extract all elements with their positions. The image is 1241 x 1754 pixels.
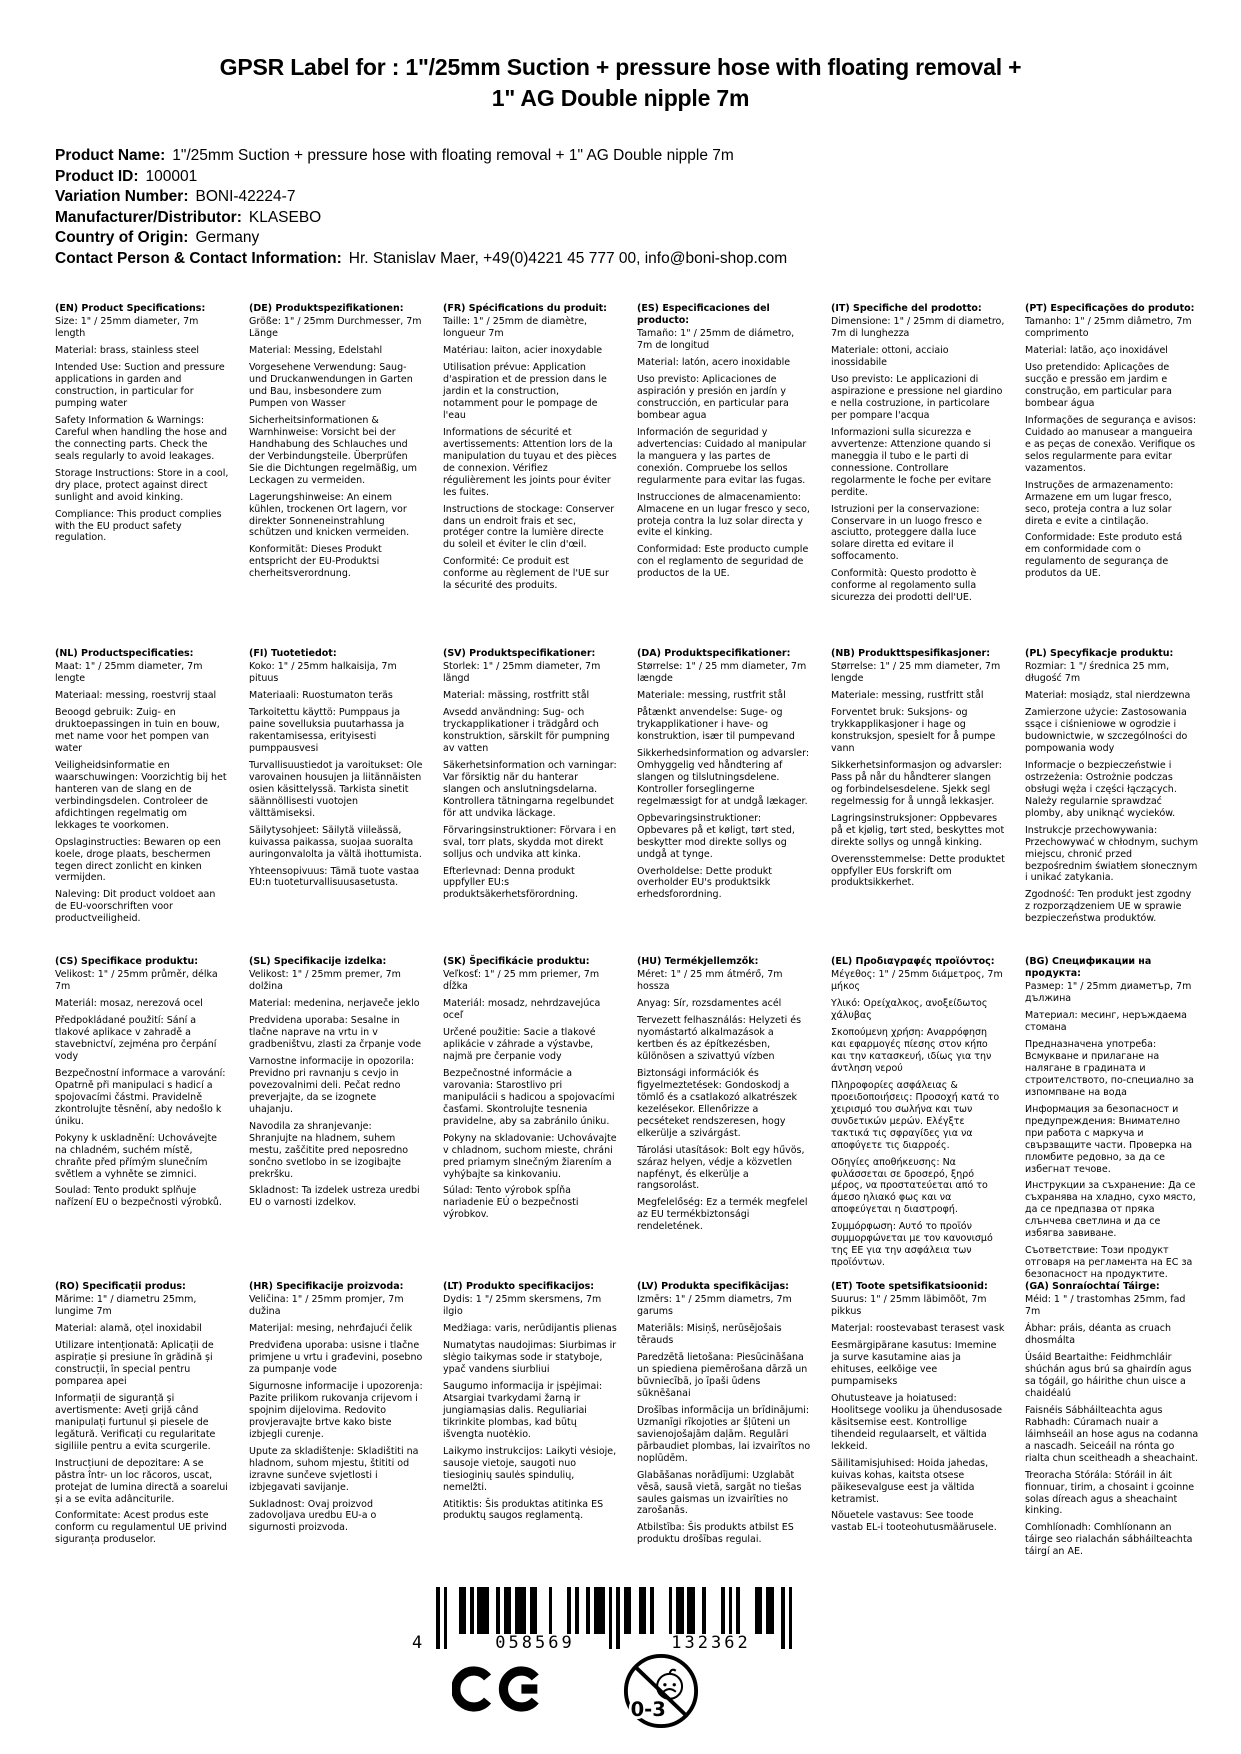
product-info-line [55, 146, 1201, 167]
spec-paragraph: Varnostne informacije in opozorila: Previdno pri ravnanju s cevjo in povezovalnimi deli. Pečat redno preverjajte, da se izognete uhajanju. [249, 1055, 415, 1115]
product-info-label: Country of Origin: [55, 229, 189, 246]
spec-paragraph: Material: brass, stainless steel [55, 344, 200, 356]
spec-paragraph: Sikkerhetsinformasjon og advarsler: Pass på når du håndterer slangen og forbindelsesdelene. Sjekk segl regelmessig for å unngå lekkasjer. [831, 759, 1002, 807]
language-block-heading: (FI) Tuotetiedot: [249, 648, 337, 659]
spec-paragraph: Uso previsto: Aplicaciones de aspiración y presión en jardín y construcción, en particular para bombear agua [637, 373, 789, 421]
product-info [55, 146, 1201, 269]
language-block-paragraphs [831, 316, 1005, 604]
spec-paragraph: Informații de siguranță și avertismente: Aveți grijă când manipulați furtunul și piesele de legătură. Verificați cu regularitate sigiliile pentru a evita scurgerile. [55, 1392, 216, 1452]
language-block-heading: (SK) Špecifikácie produktu: [443, 956, 590, 967]
spec-paragraph: Tervezett felhasználás: Helyzeti és nyomástartó alkalmazások a kertben és az építkezésben, különösen a szivattyú vízben [637, 1014, 802, 1062]
language-block-paragraphs [637, 328, 811, 580]
language-block-it [831, 303, 1011, 648]
spec-paragraph: Ohutusteave ja hoiatused: Hoolitsege vooliku ja ühendusosade käsitsemise eest. Kontrollige tihendeid regulaarselt, et vältida lekkeid. [831, 1392, 1003, 1452]
spec-paragraph: Biztonsági információk és figyelmeztetések: Gondoskodj a tömlő és a csatlakozó alkatrészek kezelésekor. Ellenőrizze a pecséteket rendszeresen, hogy elkerülje a szivárgást. [637, 1067, 798, 1139]
spec-paragraph: Materiāls: Misiņš, nerūsējošais tērauds [637, 1322, 782, 1346]
spec-paragraph: Tárolási utasítások: Bolt egy hűvös, száraz helyen, védje a közvetlen napfényt, és elkerülje a rangsorolást. [637, 1144, 805, 1192]
product-info-value: 100001 [145, 167, 198, 185]
language-block-cs [55, 956, 235, 1281]
spec-paragraph: Информация за безопасност и предупреждения: Внимателно при работа с маркуча и свързващите части. Проверка на пломбите редовно, за да се избегнат течове. [1025, 1103, 1193, 1175]
language-block-heading: (DE) Produktspezifikationen: [249, 303, 404, 314]
spec-paragraph: Určené použitie: Sacie a tlakové aplikácie v záhrade a výstavbe, najmä pre čerpanie vody [443, 1026, 596, 1062]
spec-paragraph: Utilisation prévue: Application d'aspiration et de pression dans le jardin et la construction, notamment pour le pompage de l'eau [443, 361, 607, 421]
spec-paragraph: Υλικό: Ορείχαλκος, ανοξείδωτος χάλυβας [831, 997, 988, 1021]
spec-paragraph: Turvallisuustiedot ja varoitukset: Ole varovainen housujen ja liitännäisten osien käsittelyssä. Tarkista sinetit säännöllisesti vuotojen välttämiseksi. [249, 759, 423, 819]
spec-paragraph: Conformità: Questo prodotto è conforme al regolamento sulla sicurezza dei prodotti dell'UE. [831, 568, 977, 604]
language-block-paragraphs [55, 316, 229, 544]
language-block-paragraphs [443, 661, 617, 901]
spec-paragraph: Safety Information & Warnings: Careful when handling the hose and the connecting parts. Check the seals regularly to avoid leakages. [55, 414, 228, 462]
spec-paragraph: Conformitate: Acest produs este conform cu regulamentul UE privind siguranța produselor. [55, 1510, 227, 1546]
spec-paragraph: Sicherheitsinformationen & Warnhinweise: Vorsicht bei der Handhabung des Schlauches und der Verbindungsteile. Überprüfen Sie die Dichtungen regelmäßig, um Leckagen zu vermeiden. [249, 414, 418, 486]
spec-paragraph: Velikost: 1" / 25mm premer, 7m dolžina [249, 968, 401, 992]
language-block-paragraphs [637, 969, 811, 1233]
spec-paragraph: Conformité: Ce produit est conforme au règlement de l'UE sur la sécurité des produits. [443, 556, 609, 592]
spec-paragraph: Säilytysohjeet: Säilytä viileässä, kuivassa paikassa, suojaa suoralta auringonvalolta ja vältä ihottumista. [249, 824, 422, 860]
spec-paragraph: Størrelse: 1" / 25 mm diameter, 7m lengde [831, 660, 1001, 684]
spec-paragraph: Zamierzone użycie: Zastosowania ssące i ciśnieniowe w ogrodzie i budownictwie, w szczególności do pompowania wody [1025, 706, 1188, 754]
language-block-heading: (NB) Produkttspesifikasjoner: [831, 648, 991, 659]
spec-paragraph: Méret: 1" / 25 mm átmérő, 7m hossza [637, 968, 783, 992]
spec-paragraph: Informacje o bezpieczeństwie i ostrzeżenia: Ostrożnie podczas obsługi węża i części łączących. Należy regularnie sprawdzać plomby, aby uniknąć wycieków. [1025, 759, 1177, 819]
language-block-paragraphs [249, 316, 423, 580]
spec-paragraph: Uso previsto: Le applicazioni di aspirazione e pressione nel giardino e nella costruzione, in particolare per pompare l'acqua [831, 373, 1003, 421]
language-block-paragraphs [1025, 981, 1199, 1281]
spec-paragraph: Πληροφορίες ασφάλειας & προειδοποιήσεις: Προσοχή κατά το χειρισμό του σωλήνα και των συνδετικών μερών. Ελέγξτε τακτικά τις σφραγίδες για να αποφύγετε τις διαρροές. [831, 1079, 1000, 1151]
product-info-value: 1"/25mm Suction + pressure hose with floating removal + 1" AG Double nipple 7m [172, 147, 734, 164]
language-block-hu [637, 956, 817, 1281]
spec-paragraph: Tamaño: 1" / 25mm de diámetro, 7m de longitud [637, 327, 795, 351]
spec-paragraph: Förvaringsinstruktioner: Förvara i en sval, torr plats, skydda mot direkt solljus och undvika att kinka. [443, 824, 617, 860]
language-block-heading: (HU) Termékjellemzők: [637, 956, 759, 967]
spec-paragraph: Sigurnosne informacije i upozorenja: Pazite prilikom rukovanja crijevom i spojnim dijelovima. Redovito provjeravajte brtve kako biste izbjegli curenje. [249, 1380, 423, 1440]
language-block-heading: (RO) Specificații produs: [55, 1281, 186, 1292]
product-info-line [55, 187, 1201, 208]
spec-paragraph: Intended Use: Suction and pressure applications in garden and construction, in particular for pumping water [55, 361, 225, 409]
spec-paragraph: Atitiktis: Šis produktas atitinka ES produktų saugos reglamentą. [443, 1498, 604, 1522]
language-block-heading: (NL) Productspecificaties: [55, 648, 194, 659]
spec-paragraph: Instruções de armazenamento: Armazene em um lugar fresco, seco, proteja contra a luz solar direta e evite a cintilação. [1025, 479, 1174, 527]
language-block-et [831, 1281, 1011, 1563]
barcode-first-digit: 4 [412, 1633, 423, 1653]
language-block-da [637, 648, 817, 956]
product-info-label: Product Name: [55, 147, 166, 164]
language-block-en [55, 303, 235, 648]
language-block-heading: (FR) Spécifications du produit: [443, 303, 607, 314]
spec-paragraph: Konformität: Dieses Produkt entspricht der EU-Produktsi cherheitsverordnung. [249, 544, 382, 580]
spec-paragraph: Bezpečnostné informácie a varovania: Starostlivo pri manipulácii s hadicou a spojovacími časťami. Skontrolujte tesnenia pravidelne, aby sa zabránilo úniku. [443, 1067, 615, 1127]
ce-mark-icon [452, 1658, 544, 1724]
spec-paragraph: Predviđena uporaba: usisne i tlačne primjene u vrtu i građevini, posebno za pumpanje vode [249, 1339, 423, 1375]
language-block-paragraphs [1025, 661, 1199, 925]
spec-paragraph: Atbilstība: Šis produkts atbilst ES produktu drošības regulai. [637, 1522, 794, 1546]
product-info-line [55, 208, 1201, 229]
language-block-paragraphs [443, 1294, 617, 1522]
spec-paragraph: Numatytas naudojimas: Siurbimas ir slėgio taikymas sode ir statyboje, ypač vandens siurbliui [443, 1339, 617, 1375]
spec-paragraph: Ábhar: práis, déanta as cruach dhosmálta [1025, 1322, 1172, 1346]
language-block-es [637, 303, 817, 648]
spec-paragraph: Lagringsinstruksjoner: Oppbevares på et kjølig, tørt sted, beskyttes mot direkte sollys og unngå kinking. [831, 812, 1005, 848]
ean-barcode [412, 1587, 792, 1669]
spec-paragraph: Veiligheidsinformatie en waarschuwingen: Voorzichtig bij het hanteren van de slang en de verbindingsdelen. Controleer de afdichtingen regelmatig om lekkages te voorkomen. [55, 759, 227, 831]
spec-paragraph: Opbevaringsinstruktioner: Opbevares på et køligt, tørt sted, beskytter mod direkte sollys og undgå at tynge. [637, 812, 795, 860]
spec-paragraph: Maat: 1" / 25mm diameter, 7m lengte [55, 660, 203, 684]
product-info-label: Manufacturer/Distributor: [55, 208, 242, 226]
spec-paragraph: Size: 1" / 25mm diameter, 7m length [55, 315, 199, 339]
spec-paragraph: Megfelelőség: Ez a termék megfelel az EU termékbiztonsági rendeletének. [637, 1197, 808, 1233]
spec-paragraph: Sikkerhedsinformation og advarsler: Omhyggelig ved håndtering af slangen og tilslutningsdelene. Kontroller forseglingerne regelmæssigt for at undgå lækager. [637, 747, 810, 807]
spec-paragraph: Μέγεθος: 1" / 25mm διάμετρος, 7m μήκος [831, 968, 1003, 992]
spec-paragraph: Instrukcje przechowywania: Przechowywać w chłodnym, suchym miejscu, chronić przed bezpośrednim światłem słonecznym i unikać zatykania. [1025, 824, 1199, 884]
language-block-heading: (CS) Specifikace produktu: [55, 956, 199, 967]
language-block-heading: (SL) Specifikacije izdelka: [249, 956, 387, 967]
spec-paragraph: Utilizare intenționată: Aplicații de aspirație și presiune în grădină și construcții, în special pentru pomparea apei [55, 1339, 214, 1387]
spec-paragraph: Инструкции за съхранение: Да се съхранява на хладно, сухо място, да се предпазва от пряка слънчева светлина и да се избягва завиване. [1025, 1180, 1196, 1240]
language-block-nl [55, 648, 235, 956]
product-info-label: Product ID: [55, 167, 139, 185]
language-block-paragraphs [831, 1294, 1005, 1534]
spec-paragraph: Предназначена употреба: Всмукване и прилагане на налягане в градината и строителството, по-специално за изпомпване на вода [1025, 1038, 1194, 1098]
language-block-fi [249, 648, 429, 956]
page-title-wrap [0, 52, 1241, 114]
spec-paragraph: Tamanho: 1" / 25mm diâmetro, 7m comprimento [1025, 315, 1192, 339]
spec-paragraph: Οδηγίες αποθήκευσης: Να φυλάσσεται σε δροσερό, ξηρό μέρος, να προστατεύεται από το άμεσο ηλιακό φως και να αποφεύγεται η διαστροφή. [831, 1156, 988, 1216]
spec-paragraph: Størrelse: 1" / 25 mm diameter, 7m længde [637, 660, 807, 684]
language-block-paragraphs [831, 661, 1005, 889]
spec-paragraph: Instrucciones de almacenamiento: Almacene en un lugar fresco y seco, proteja contra la luz solar directa y evite el kinking. [637, 491, 810, 539]
language-block-heading: (EL) Προδιαγραφές προϊόντος: [831, 956, 995, 967]
spec-paragraph: Pokyny k uskladnění: Uchovávejte na chladném, suchém místě, chraňte před přímým slunečním světlem a vyhněte se zimnici. [55, 1132, 218, 1180]
language-block-pl [1025, 648, 1205, 956]
barcode-left-digits: 058569 [495, 1633, 575, 1653]
language-block-heading: (BG) Спецификации на продукта: [1025, 956, 1152, 979]
spec-paragraph: Påtænkt anvendelse: Suge- og trykapplikationer i have- og konstruktion, især til pumpevand [637, 706, 795, 742]
spec-paragraph: Sukladnost: Ovaj proizvod zadovoljava uredbu EU-a o sigurnosti proizvoda. [249, 1498, 377, 1534]
spec-paragraph: Mărime: 1" / diametru 25mm, lungime 7m [55, 1293, 197, 1317]
spec-paragraph: Rozmiar: 1 "/ średnica 25 mm, długość 7m [1025, 660, 1170, 684]
product-info-line [55, 228, 1201, 249]
spec-paragraph: Overholdelse: Dette produkt overholder EU's produktsikk erhedsforordning. [637, 865, 772, 901]
spec-paragraph: Méid: 1 " / trastomhas 25mm, fad 7m [1025, 1293, 1186, 1317]
language-block-paragraphs [637, 1294, 811, 1546]
product-info-value: Germany [195, 229, 260, 246]
language-block-paragraphs [55, 1294, 229, 1546]
spec-paragraph: Материал: месинг, неръждаема стомана [1025, 1009, 1187, 1033]
age-warning-text-svg: 0-3 [630, 1697, 666, 1721]
spec-paragraph: Material: latón, acero inoxidable [637, 356, 791, 368]
spec-paragraph: Zgodność: Ten produkt jest zgodny z rozporządzeniem UE w sprawie bezpieczeństwa produktów. [1025, 889, 1192, 925]
product-info-label: Variation Number: [55, 188, 189, 205]
product-info-value: BONI-42224-7 [195, 188, 296, 205]
language-block-heading: (GA) Sonraíochtaí Táirge: [1025, 1281, 1160, 1292]
spec-paragraph: Materiale: messing, rustfrit stål [637, 689, 786, 701]
language-block-bg [1025, 956, 1205, 1281]
spec-paragraph: Materiale: messing, rustfritt stål [831, 689, 984, 701]
spec-paragraph: Material: alamă, oțel inoxidabil [55, 1322, 202, 1334]
spec-paragraph: Faisnéis Sábháilteachta agus Rabhadh: Cúramach nuair a láimhseáil an hose agus na codanna a nascadh. Seiceáil na rónta go rialta chun sceitheadh a sheachaint. [1025, 1404, 1199, 1464]
spec-paragraph: Materiaali: Ruostumaton teräs [249, 689, 393, 701]
language-block-paragraphs [249, 969, 423, 1209]
spec-paragraph: Storage Instructions: Store in a cool, dry place, protect against direct sunlight and avoid kinking. [55, 467, 229, 503]
language-block-heading: (DA) Produktspecifikationer: [637, 648, 791, 659]
spec-paragraph: Avsedd användning: Sug- och tryckapplikationer i trädgård och konstruktion, särskilt för pumpning av vatten [443, 706, 610, 754]
spec-paragraph: Säilitamisjuhised: Hoida jahedas, kuivas kohas, kaitsta otsese päikesevalguse eest ja vältida ketramist. [831, 1457, 989, 1505]
spec-paragraph: Yhteensopivuus: Tämä tuote vastaa EU:n tuoteturvallisuusasetusta. [249, 865, 420, 889]
spec-paragraph: Instrucțiuni de depozitare: A se păstra într- un loc răcoros, uscat, protejat de lumina directă a soarelui și a se evita adânciturile. [55, 1457, 228, 1505]
spec-paragraph: Informações de segurança e avisos: Cuidado ao manusear a mangueira e as peças de conexão. Verifique os selos regularmente para evitar vazamentos. [1025, 414, 1197, 474]
spec-paragraph: Velikost: 1" / 25mm průměr, délka 7m [55, 968, 218, 992]
language-block-ro [55, 1281, 235, 1563]
spec-paragraph: Material: latão, aço inoxidável [1025, 344, 1168, 356]
spec-paragraph: Bezpečnostní informace a varování: Opatrně při manipulaci s hadicí a spojovacími částmi. Pravidelně zkontrolujte těsnění, aby nedošlo k úniku. [55, 1067, 226, 1127]
language-block-heading: (SV) Produktspecifikationer: [443, 648, 596, 659]
spec-paragraph: Размер: 1" / 25mm диаметър, 7m дължина [1025, 980, 1192, 1004]
spec-paragraph: Dydis: 1 "/ 25mm skersmens, 7m ilgio [443, 1293, 602, 1317]
spec-paragraph: Informazioni sulla sicurezza e avvertenze: Attenzione quando si maneggia il tubo e le parti di connessione. Controllare regolarmente le foche per evitare perdite. [831, 426, 992, 498]
spec-paragraph: Tarkoitettu käyttö: Pumppaus ja paine sovelluksia puutarhassa ja rakentamisessa, erityisesti pumppausvesi [249, 706, 405, 754]
spec-paragraph: Medžiaga: varis, nerūdijantis plienas [443, 1322, 617, 1334]
spec-paragraph: Súlad: Tento výrobok spĺňa nariadenie EÚ o bezpečnosti výrobkov. [443, 1185, 579, 1221]
spec-paragraph: Σκοπούμενη χρήση: Αναρρόφηση και εφαρμογές πίεσης στον κήπο και την κατασκευή, ιδίως για την άντληση νερού [831, 1026, 992, 1074]
spec-paragraph: Efterlevnad: Denna produkt uppfyller EU:s produktsäkerhetsförordning. [443, 865, 579, 901]
spec-paragraph: Größe: 1" / 25mm Durchmesser, 7m Länge [249, 315, 422, 339]
language-block-paragraphs [55, 969, 229, 1209]
spec-paragraph: Informations de sécurité et avertissements: Attention lors de la manipulation du tuyau et des pièces de connexion. Vérifiez régulièrement les joints pour éviter les fuites. [443, 426, 617, 498]
spec-paragraph: Conformidade: Este produto está em conformidade com o regulamento de segurança de produtos da UE. [1025, 532, 1183, 580]
spec-paragraph: Material: medenina, nerjaveče jeklo [249, 997, 420, 1009]
spec-paragraph: Materiál: mosadz, nehrdzavejúca oceľ [443, 997, 601, 1021]
spec-paragraph: Instructions de stockage: Conserver dans un endroit frais et sec, protéger contre la lumière directe du soleil et éviter le clin d'œil. [443, 503, 615, 551]
spec-paragraph: Úsáid Beartaithe: Feidhmchláir shúchán agus brú sa ghairdín agus sa tógáil, go háirithe chun uisce a chaidéalú [1025, 1351, 1192, 1399]
product-info-value: KLASEBO [248, 208, 322, 226]
language-block-hr [249, 1281, 429, 1563]
spec-paragraph: Glabāšanas norādījumi: Uzglabāt vēsā, sausā vietā, sargāt no tiešas saules gaismas un izvairīties no zarošanās. [637, 1469, 802, 1517]
language-block-paragraphs [443, 969, 617, 1221]
spec-paragraph: Soulad: Tento produkt splňuje nařízení EU o bezpečnosti výrobků. [55, 1185, 222, 1209]
spec-paragraph: Istruzioni per la conservazione: Conservare in un luogo fresco e asciutto, proteggere dalla luce solare diretta ed evitare il soffocamento. [831, 503, 982, 563]
spec-paragraph: Opslaginstructies: Bewaren op een koele, droge plaats, beschermen tegen direct zonlicht en kinken vermijden. [55, 836, 221, 884]
language-block-paragraphs [55, 661, 229, 925]
language-block-lv [637, 1281, 817, 1563]
language-grid [55, 303, 1205, 1563]
language-block-paragraphs [443, 316, 617, 592]
age-warning-0-3-icon [622, 1652, 700, 1734]
spec-paragraph: Koko: 1" / 25mm halkaisija, 7m pituus [249, 660, 397, 684]
language-block-heading: (IT) Specifiche del prodotto: [831, 303, 982, 314]
language-block-heading: (HR) Specifikacije proizvoda: [249, 1281, 404, 1292]
spec-paragraph: Conformidad: Este producto cumple con el reglamento de seguridad de productos de la UE. [637, 544, 809, 580]
product-info-label: Contact Person & Contact Information: [55, 249, 342, 267]
language-block-heading: (EN) Product Specifications: [55, 303, 206, 314]
language-block-heading: (LV) Produkta specifikācijas: [637, 1281, 789, 1292]
spec-paragraph: Overensstemmelse: Dette produktet oppfyller EUs forskrift om produktsikkerhet. [831, 853, 1005, 889]
language-block-ga [1025, 1281, 1205, 1563]
language-block-paragraphs [249, 1294, 423, 1534]
spec-paragraph: Materiaal: messing, roestvrij staal [55, 689, 217, 701]
language-block-de [249, 303, 429, 648]
spec-paragraph: Información de seguridad y advertencias: Cuidado al manipular la manguera y las partes de conexión. Compruebe los sellos regularmente para evitar las fugas. [637, 426, 807, 486]
spec-paragraph: Dimensione: 1" / 25mm di diametro, 7m di lunghezza [831, 315, 1005, 339]
language-block-pt [1025, 303, 1205, 648]
language-block-sl [249, 956, 429, 1281]
spec-paragraph: Eesmärgipärane kasutus: Imemine ja surve kasutamine aias ja ehituses, eelkõige vee pumpamiseks [831, 1339, 997, 1387]
spec-paragraph: Съответствие: Този продукт отговаря на регламента на ЕС за безопасност на продуктите. [1025, 1245, 1193, 1281]
language-block-heading: (ET) Toote spetsifikatsioonid: [831, 1281, 988, 1292]
spec-paragraph: Säkerhetsinformation och varningar: Var försiktig när du hanterar slangen och anslutningsdelarna. Kontrollera tätningarna regelbundet för att undvika läckage. [443, 759, 617, 819]
spec-paragraph: Nõuetele vastavus: See toode vastab EL-i tooteohutusmäärusele. [831, 1510, 997, 1534]
spec-paragraph: Materjal: roostevabast terasest vask [831, 1322, 1005, 1334]
product-info-line [55, 249, 1201, 270]
spec-paragraph: Drošības informācija un brīdinājumi: Uzmanīgi rīkojoties ar šļūteni un savienojošajām daļām. Regulāri pārbaudiet plombas, lai izvairītos no noplūdēm. [637, 1404, 811, 1464]
spec-paragraph: Naleving: Dit product voldoet aan de EU-voorschriften voor productveiligheid. [55, 889, 216, 925]
spec-paragraph: Lagerungshinweise: An einem kühlen, trockenen Ort lagern, vor direkter Sonneneinstrahlung schützen und knicken vermeiden. [249, 491, 410, 539]
spec-paragraph: Material: mässing, rostfritt stål [443, 689, 590, 701]
spec-paragraph: Materiál: mosaz, nerezová ocel [55, 997, 203, 1009]
language-block-paragraphs [1025, 1294, 1199, 1558]
spec-paragraph: Anyag: Sír, rozsdamentes acél [637, 997, 782, 1009]
language-block-paragraphs [249, 661, 423, 889]
spec-paragraph: Taille: 1" / 25mm de diamètre, longueur 7m [443, 315, 588, 339]
spec-paragraph: Matériau: laiton, acier inoxydable [443, 344, 603, 356]
language-block-heading: (LT) Produkto specifikacijos: [443, 1281, 595, 1292]
barcode-module [789, 1587, 793, 1649]
spec-paragraph: Materijal: mesing, nehrđajući čelik [249, 1322, 413, 1334]
language-block-heading: (PT) Especificações do produto: [1025, 303, 1195, 314]
language-block-sv [443, 648, 623, 956]
language-block-paragraphs [831, 969, 1005, 1269]
language-block-nb [831, 648, 1011, 956]
spec-paragraph: Veľkosť: 1" / 25 mm priemer, 7m dĺžka [443, 968, 600, 992]
spec-paragraph: Předpokládané použití: Sání a tlakové aplikace v zahradě a stavebnictví, zejména pro čerpání vody [55, 1014, 217, 1062]
spec-paragraph: Storlek: 1" / 25mm diameter, 7m längd [443, 660, 601, 684]
spec-paragraph: Navodila za shranjevanje: Shranjujte na hladnem, suhem mestu, zaščitite pred neposredno sončno svetlobo in se izogibajte prekršku. [249, 1120, 409, 1180]
language-block-lt [443, 1281, 623, 1563]
spec-paragraph: Materiał: mosiądz, stal nierdzewna [1025, 689, 1191, 701]
spec-paragraph: Veličina: 1" / 25mm promjer, 7m dužina [249, 1293, 404, 1317]
spec-paragraph: Vorgesehene Verwendung: Saug- und Druckanwendungen in Garten und Bau, insbesondere zum Pumpen von Wasser [249, 361, 413, 409]
language-block-fr [443, 303, 623, 648]
spec-paragraph: Material: Messing, Edelstahl [249, 344, 383, 356]
spec-paragraph: Predvidena uporaba: Sesalne in tlačne naprave na vrtu in v gradbeništvu, zlasti za črpanje vode [249, 1014, 422, 1050]
spec-paragraph: Laikymo instrukcijos: Laikyti vėsioje, sausoje vietoje, saugoti nuo tiesioginių saulės spindulių, nemelžti. [443, 1445, 617, 1493]
spec-paragraph: Forventet bruk: Suksjons- og trykkapplikasjoner i hage og konstruksjon, spesielt for å pumpe vann [831, 706, 996, 754]
language-block-paragraphs [637, 661, 811, 901]
spec-paragraph: Izmērs: 1" / 25mm diametrs, 7m garums [637, 1293, 792, 1317]
spec-paragraph: Comhlíonadh: Comhlíonann an táirge seo rialachán sábháilteachta táirgí an AE. [1025, 1522, 1193, 1558]
spec-paragraph: Beoogd gebruik: Zuig- en druktoepassingen in tuin en bouw, met name voor het pompen van water [55, 706, 220, 754]
spec-paragraph: Saugumo informacija ir įspėjimai: Atsargiai tvarkydami žarną ir jungiamąsias dalis. Reguliariai tikrinkite plombas, kad būtų išvengta nuotėkio. [443, 1380, 603, 1440]
page-title: GPSR Label for : 1"/25mm Suction + pressure hose with floating removal + 1" AG Double nipple 7m [219, 54, 1022, 112]
spec-paragraph: Pokyny na skladovanie: Uchovávajte v chladnom, suchom mieste, chráni pred priamym slnečným žiarením a vyhýbajte sa kinkovaniu. [443, 1132, 617, 1180]
spec-paragraph: Skladnost: Ta izdelek ustreza uredbi EU o varnosti izdelkov. [249, 1185, 420, 1209]
spec-paragraph: Treoracha Stórála: Stóráil in áit fionnuar, tirim, a chosaint i gcoinne solas díreach agus a sheachaint kinking. [1025, 1469, 1195, 1517]
language-block-el [831, 956, 1011, 1281]
spec-paragraph: Materiale: ottoni, acciaio inossidabile [831, 344, 949, 368]
spec-paragraph: Uso pretendido: Aplicações de sucção e pressão em jardim e construção, em particular para bombear água [1025, 361, 1173, 409]
barcode-right-digits: 132362 [671, 1633, 751, 1653]
product-info-value: Hr. Stanislav Maer, +49(0)4221 45 777 00, info@boni-shop.com [348, 249, 788, 267]
language-block-sk [443, 956, 623, 1281]
language-block-heading: (PL) Specyfikacje produktu: [1025, 648, 1174, 659]
spec-paragraph: Upute za skladištenje: Skladištiti na hladnom, suhom mjestu, štititi od izravne sunčeve svjetlosti i izbjegavati savijanje. [249, 1445, 419, 1493]
spec-paragraph: Paredzētā lietošana: Piesūcināšana un spiediena piemērošana dārzā un būvniecībā, jo īpaši ūdens sūknēšanai [637, 1351, 808, 1399]
spec-paragraph: Suurus: 1" / 25mm läbimõõt, 7m pikkus [831, 1293, 987, 1317]
spec-paragraph: Compliance: This product complies with the EU product safety regulation. [55, 508, 222, 544]
language-block-heading: (ES) Especificaciones del producto: [637, 303, 770, 326]
language-block-paragraphs [1025, 316, 1199, 580]
product-info-line [55, 167, 1201, 188]
spec-paragraph: Συμμόρφωση: Αυτό το προϊόν συμμορφώνεται με τον κανονισμό της ΕΕ για την ασφάλεια των προϊόντων. [831, 1221, 993, 1269]
